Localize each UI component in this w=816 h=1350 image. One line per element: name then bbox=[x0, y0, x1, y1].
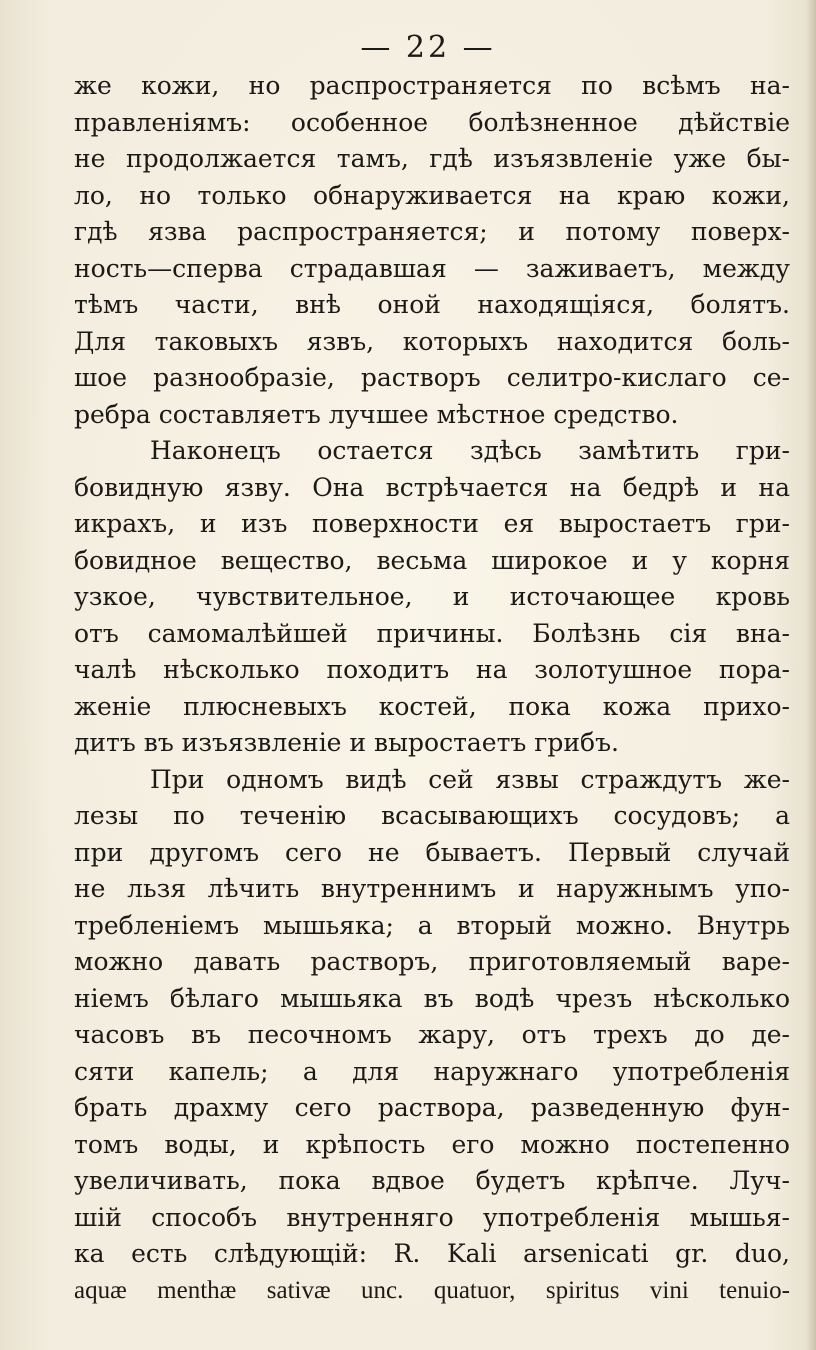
text-line: гдѣ язва распространяется; и потому поверх- bbox=[74, 217, 790, 246]
text-line: Для таковыхъ язвъ, которыхъ находится боль- bbox=[74, 326, 790, 356]
text-line: шій способъ внутренняго употребленія мышья- bbox=[74, 1202, 790, 1232]
text-line: тѣмъ части, внѣ оной находящіяся, болятъ. bbox=[74, 290, 790, 319]
text-line: aquæ menthæ sativæ unc. quatuor, spiritus vini tenuio- bbox=[74, 1276, 790, 1304]
body-text bbox=[74, 68, 790, 1309]
text-line: узкое, чувствительное, и источающее кровь bbox=[74, 582, 790, 611]
text-line: можно давать растворъ, приготовляемый варе- bbox=[74, 947, 790, 976]
text-line: при другомъ сего не бываетъ. Первый случай bbox=[74, 837, 790, 867]
text-line: бовидное вещество, весьма широкое и у корня bbox=[74, 545, 790, 575]
text-line: не продолжается тамъ, гдѣ изъязвленіе уже бы- bbox=[74, 144, 790, 173]
paragraph-start-line: При одномъ видѣ сей язвы страждутъ же- bbox=[150, 764, 790, 794]
text-line: ность—сперва страдавшая — заживаетъ, между bbox=[74, 253, 790, 283]
text-line: ніемъ бѣлаго мышьяка въ водѣ чрезъ нѣсколько bbox=[74, 983, 790, 1013]
text-line: икрахъ, и изъ поверхности ея выростаетъ гри- bbox=[74, 509, 790, 538]
text-line: требленіемъ мышьяка; а вторый можно. Внутрь bbox=[74, 910, 790, 940]
text-line: дитъ въ изъязвленіе и выростаетъ грибъ. bbox=[74, 728, 619, 757]
page-number: — 22 — bbox=[360, 30, 496, 65]
text-line: ка есть слѣдующій: R. Kali arsenicati gr. duo, bbox=[74, 1239, 790, 1268]
text-line: лезы по теченію всасывающихъ сосудовъ; а bbox=[74, 801, 790, 830]
text-line: женіе плюсневыхъ костей, пока кожа прихо- bbox=[74, 691, 790, 721]
text-line: чалѣ нѣсколько походитъ на золотушное пора- bbox=[74, 655, 790, 684]
text-line: бовидную язву. Она встрѣчается на бедрѣ и на bbox=[74, 472, 790, 502]
text-line: увеличивать, пока вдвое будетъ крѣпче. Луч- bbox=[74, 1166, 790, 1195]
text-line: правленіямъ: особенное болѣзненное дѣйствіе bbox=[74, 107, 790, 137]
paragraph-start-line: Наконецъ остается здѣсь замѣтить гри- bbox=[150, 436, 790, 465]
text-line: шое разнообразіе, растворъ селитро-кислаго се- bbox=[74, 363, 790, 392]
text-line: же кожи, но распространяется по всѣмъ на- bbox=[74, 71, 790, 100]
text-line: сяти капель; а для наружнаго употребленія bbox=[74, 1056, 790, 1086]
text-line: брать драхму сего раствора, разведенную фун- bbox=[74, 1093, 790, 1122]
text-line: томъ воды, и крѣпость его можно постепенно bbox=[74, 1129, 790, 1159]
text-line: не льзя лѣчить внутреннимъ и наружнымъ упо- bbox=[74, 874, 790, 903]
text-line: отъ самомалѣйшей причины. Болѣзнь сія вна- bbox=[74, 618, 790, 648]
text-line: ло, но только обнаруживается на краю кожи, bbox=[74, 180, 790, 210]
text-line: ребра составляетъ лучшее мѣстное средство. bbox=[74, 399, 679, 429]
text-line: часовъ въ песочномъ жару, отъ трехъ до де- bbox=[74, 1020, 790, 1049]
